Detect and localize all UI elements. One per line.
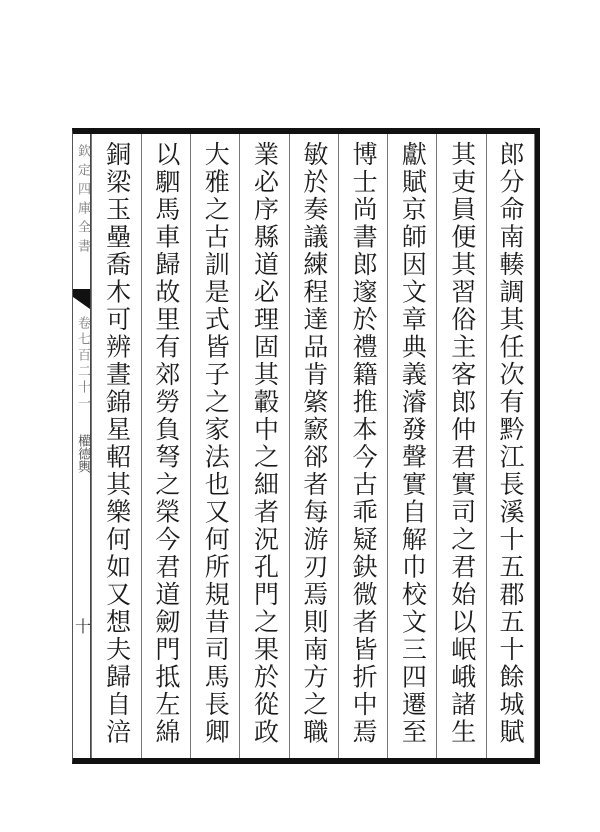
text-column: 博士尚書郎邃於禮籍推本今古乖疑鈌微者皆折中焉 <box>338 134 387 758</box>
fish-tail-mark-icon <box>73 289 90 309</box>
page-frame <box>72 128 540 764</box>
text-column: 大雅之古訓是式皆子之家法也又何所規昔司馬長卿 <box>190 134 239 758</box>
text-columns <box>91 134 535 758</box>
text-column: 其吏員便其習俗主客郎仲君實司之君始以岷峨諸生 <box>436 134 485 758</box>
text-column: 以駟馬車歸故里有郊勞負弩之榮今君道劒門抵左綿 <box>141 134 190 758</box>
text-column: 業必序縣道必理固其轂中之細者況孔門之果於從政 <box>239 134 288 758</box>
page-number: 十 <box>75 617 92 636</box>
text-column: 敏於奏議練程達品肯綮窾郤者每游刃焉則南方之職 <box>289 134 338 758</box>
volume-label: 卷七百二十一 <box>75 316 90 412</box>
text-column: 獻賦京師因文章典義濬發聲實自解巾校文三四遷至 <box>387 134 436 758</box>
page-margin <box>73 134 91 758</box>
text-column: 郎分命南輳調其任次有黔江長溪十五郡五十餘城賦 <box>486 134 535 758</box>
book-title: 欽定四庫全書 <box>75 144 90 258</box>
author-name: 權德輿 <box>75 434 90 473</box>
text-column: 銅梁玉壘喬木可辨晝錦星軺其樂何如又想夫歸自涪 <box>91 134 140 758</box>
